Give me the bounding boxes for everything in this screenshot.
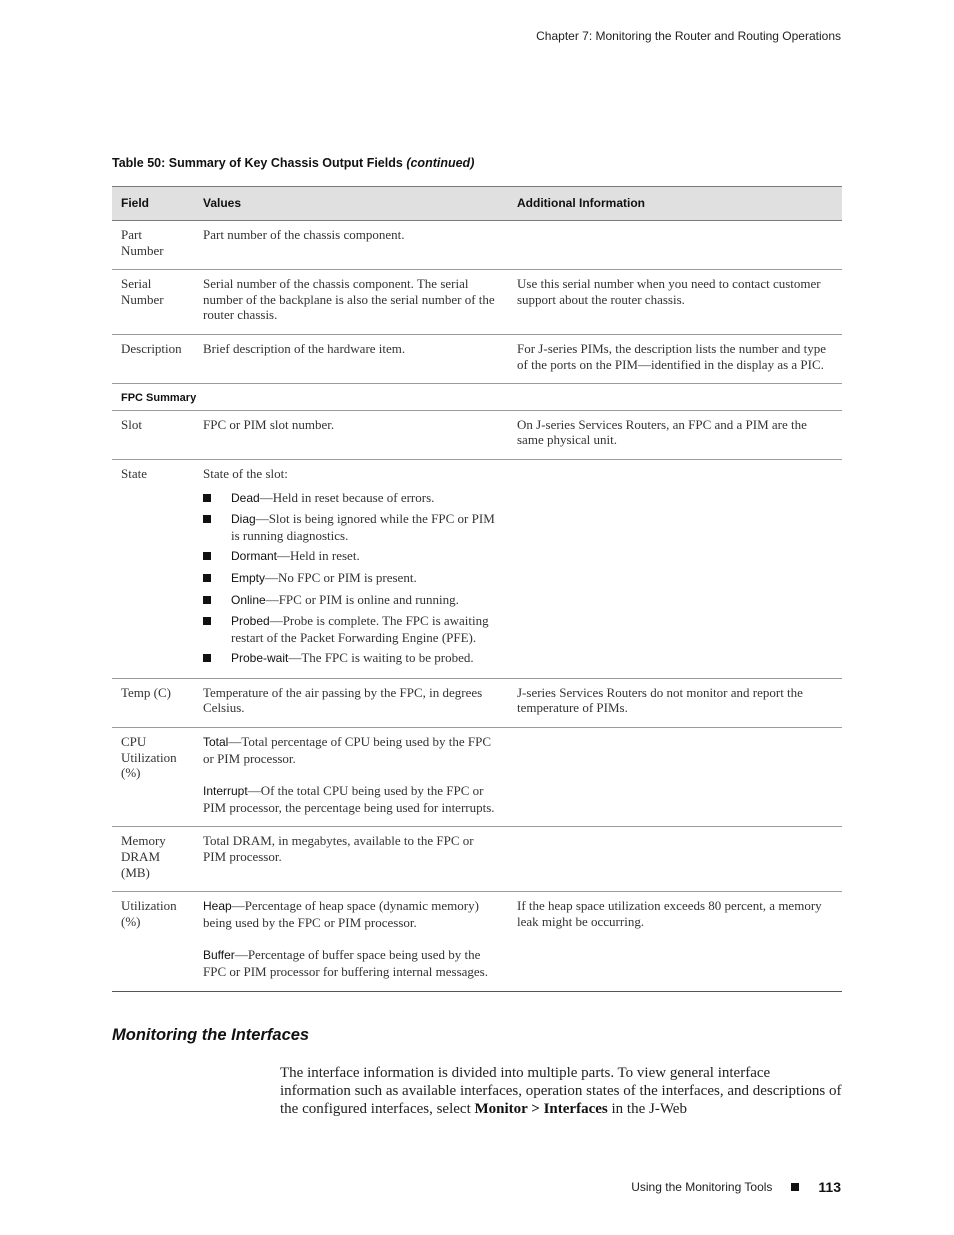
row-field: State <box>112 459 194 678</box>
state-term: Diag <box>231 512 256 527</box>
cpu-total-desc <box>203 734 499 766</box>
state-term: Probed <box>231 614 270 629</box>
row-values: FPC or PIM slot number. <box>194 410 508 459</box>
table-row <box>112 270 842 335</box>
table-row <box>112 678 842 727</box>
list-item <box>203 570 499 587</box>
body-text-end: in the J-Web <box>607 1101 687 1117</box>
state-intro: State of the slot: <box>203 465 288 481</box>
state-term: Online <box>231 592 266 607</box>
table-row <box>112 334 842 383</box>
state-term: Probe-wait <box>231 651 289 666</box>
column-header-additional-info: Additional Information <box>508 187 842 221</box>
state-desc: —Slot is being ignored while the FPC or PIM is running diagnostics. <box>231 511 495 543</box>
row-field: Slot <box>112 410 194 459</box>
table-row <box>112 459 842 678</box>
row-info <box>508 221 842 270</box>
state-desc: —Held in reset because of errors. <box>259 489 435 505</box>
row-field <box>112 892 194 991</box>
table-row <box>112 410 842 459</box>
row-values <box>194 459 508 678</box>
chassis-output-table <box>112 186 842 992</box>
heap-term: Heap <box>203 899 232 914</box>
state-desc: —No FPC or PIM is present. <box>265 569 417 585</box>
row-values: Total DRAM, in megabytes, available to the FPC or PIM processor. <box>194 827 508 892</box>
running-header: Chapter 7: Monitoring the Router and Routing Operations <box>536 29 841 43</box>
row-info <box>508 728 842 827</box>
buffer-term: Buffer <box>203 948 235 963</box>
heap-desc <box>203 898 499 930</box>
row-info <box>508 459 842 678</box>
table-caption-title: Table 50: Summary of Key Chassis Output Fields <box>112 156 403 170</box>
row-info: Use this serial number when you need to contact customer support about the router chassis. <box>508 270 842 335</box>
page-footer <box>631 1179 841 1195</box>
body-paragraph <box>280 1064 842 1118</box>
state-desc: —Held in reset. <box>277 548 360 564</box>
buffer-text: —Percentage of buffer space being used by the FPC or PIM processor for buffering internal messages. <box>203 947 488 979</box>
list-item <box>203 650 499 667</box>
cpu-total-text: —Total percentage of CPU being used by the FPC or PIM processor. <box>203 734 492 766</box>
cpu-interrupt-term: Interrupt <box>203 784 248 799</box>
row-field: Temp (C) <box>112 678 194 727</box>
row-values <box>194 728 508 827</box>
table-row <box>112 728 842 827</box>
table-row <box>112 892 842 991</box>
row-values: Temperature of the air passing by the FPC, in degrees Celsius. <box>194 678 508 727</box>
row-field: Description <box>112 334 194 383</box>
column-header-values: Values <box>194 187 508 221</box>
table-caption <box>112 156 474 170</box>
footer-section-title: Using the Monitoring Tools <box>631 1180 773 1194</box>
cpu-total-term: Total <box>203 735 229 750</box>
row-field: Part Number <box>112 221 194 270</box>
page-number: 113 <box>818 1179 841 1195</box>
table-section-row <box>112 384 842 411</box>
row-field <box>112 728 194 827</box>
field-name: CPU Utilization <box>121 734 177 765</box>
square-bullet-icon <box>791 1183 799 1191</box>
row-info: For J-series PIMs, the description lists the number and type of the ports on the PIM—identified in the display as a PIC. <box>508 334 842 383</box>
list-item <box>203 613 499 645</box>
state-term: Dormant <box>231 549 278 564</box>
field-unit: (%) <box>121 765 141 781</box>
heap-text: —Percentage of heap space (dynamic memory) being used by the FPC or PIM processor. <box>203 898 479 930</box>
list-item <box>203 511 499 543</box>
buffer-desc <box>203 947 499 979</box>
state-term: Empty <box>231 570 266 585</box>
table-caption-continued: (continued) <box>406 156 475 170</box>
section-heading: Monitoring the Interfaces <box>112 1026 310 1044</box>
field-name: Utilization <box>121 898 177 914</box>
list-item <box>203 592 499 609</box>
column-header-field: Field <box>112 187 194 221</box>
table-row <box>112 827 842 892</box>
list-item <box>203 548 499 565</box>
state-desc: —FPC or PIM is online and running. <box>265 591 459 607</box>
state-desc: —The FPC is waiting to be probed. <box>288 650 474 666</box>
row-field: Serial Number <box>112 270 194 335</box>
table-row <box>112 221 842 270</box>
state-desc: —Probe is complete. The FPC is awaiting restart of the Packet Forwarding Engine (PFE). <box>231 613 489 645</box>
table-header-row <box>112 187 842 221</box>
section-label-fpc-summary: FPC Summary <box>112 384 842 411</box>
row-info: If the heap space utilization exceeds 80 percent, a memory leak might be occurring. <box>508 892 842 991</box>
state-list <box>203 490 499 667</box>
field-unit: (%) <box>121 913 141 929</box>
row-info <box>508 827 842 892</box>
row-values: Serial number of the chassis component. The serial number of the backplane is also the serial number of the router chassis. <box>194 270 508 335</box>
cpu-interrupt-text: —Of the total CPU being used by the FPC or PIM processor, the percentage being used for interrupts. <box>203 783 495 815</box>
row-info: On J-series Services Routers, an FPC and a PIM are the same physical unit. <box>508 410 842 459</box>
cpu-interrupt-desc <box>203 783 499 815</box>
row-values: Part number of the chassis component. <box>194 221 508 270</box>
state-term: Dead <box>231 490 260 505</box>
menu-path: Monitor > Interfaces <box>474 1101 608 1117</box>
body-text-start: The interface information is divided into multiple parts. To view general interface information such as available interfaces, operation states of the interfaces, and descriptions of the configured interfaces, select <box>280 1065 842 1117</box>
row-values: Brief description of the hardware item. <box>194 334 508 383</box>
row-field: Memory DRAM (MB) <box>112 827 194 892</box>
row-values <box>194 892 508 991</box>
list-item <box>203 490 499 507</box>
row-info: J-series Services Routers do not monitor and report the temperature of PIMs. <box>508 678 842 727</box>
